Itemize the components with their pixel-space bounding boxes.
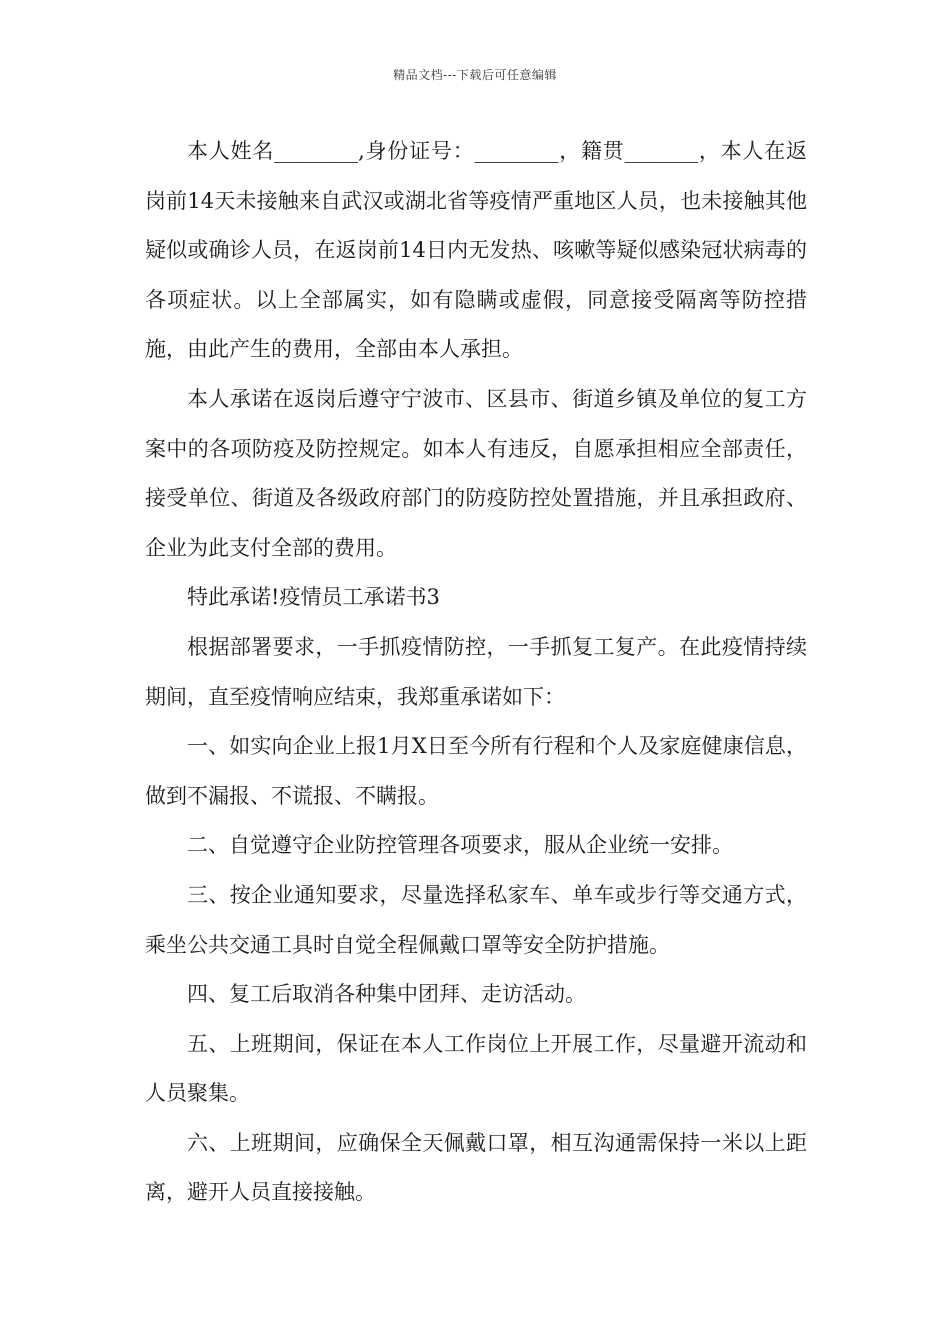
paragraph-5: 一、如实向企业上报1月X日至今所有行程和个人及家庭健康信息，做到不漏报、不谎报、不瞒报。	[145, 734, 807, 808]
paragraph-3: 特此承诺!疫情员工承诺书3	[187, 585, 440, 610]
paragraph-7: 三、按企业通知要求，尽量选择私家车、单车或步行等交通方式，乘坐公共交通工具时自觉全程佩戴口罩等安全防护措施。	[145, 882, 807, 957]
paragraph-10: 六、上班期间，应确保全天佩戴口罩，相互沟通需保持一米以上距离，避开人员直接接触。	[145, 1130, 807, 1205]
paragraph-9: 五、上班期间，保证在本人工作岗位上开展工作，尽量避开流动和人员聚集。	[145, 1031, 807, 1106]
paragraph-8: 四、复工后取消各种集中团拜、走访活动。	[187, 982, 586, 1007]
paragraph-2: 本人承诺在返岗后遵守宁波市、区县市、街道乡镇及单位的复工方案中的各项防疫及防控规定。如本人有违反，自愿承担相应全部责任，接受单位、街道及各级政府部门的防疫防控处置措施，并且承担政府、企业为此支付全部的费用。	[145, 386, 807, 560]
paragraph-6: 二、自觉遵守企业防控管理各项要求，服从企业统一安排。	[187, 833, 733, 858]
paragraph-1: 本人姓名________,身份证号：________，籍贯_______，本人在返岗前14天未接触来自武汉或湖北省等疫情严重地区人员，也未接触其他疑似或确诊人员，在返岗前14日内无发热、咳嗽等疑似感染冠状病毒的各项症状。以上全部属实，如有隐瞒或虚假，同意接受隔离等防控措施，由此产生的费用，全部由本人承担。	[145, 139, 807, 362]
page-header: 精品文档---下载后可任意编辑	[393, 68, 557, 82]
document-body	[145, 127, 807, 1218]
paragraph-4: 根据部署要求，一手抓疫情防控，一手抓复工复产。在此疫情持续期间，直至疫情响应结束，我郑重承诺如下：	[145, 634, 807, 709]
